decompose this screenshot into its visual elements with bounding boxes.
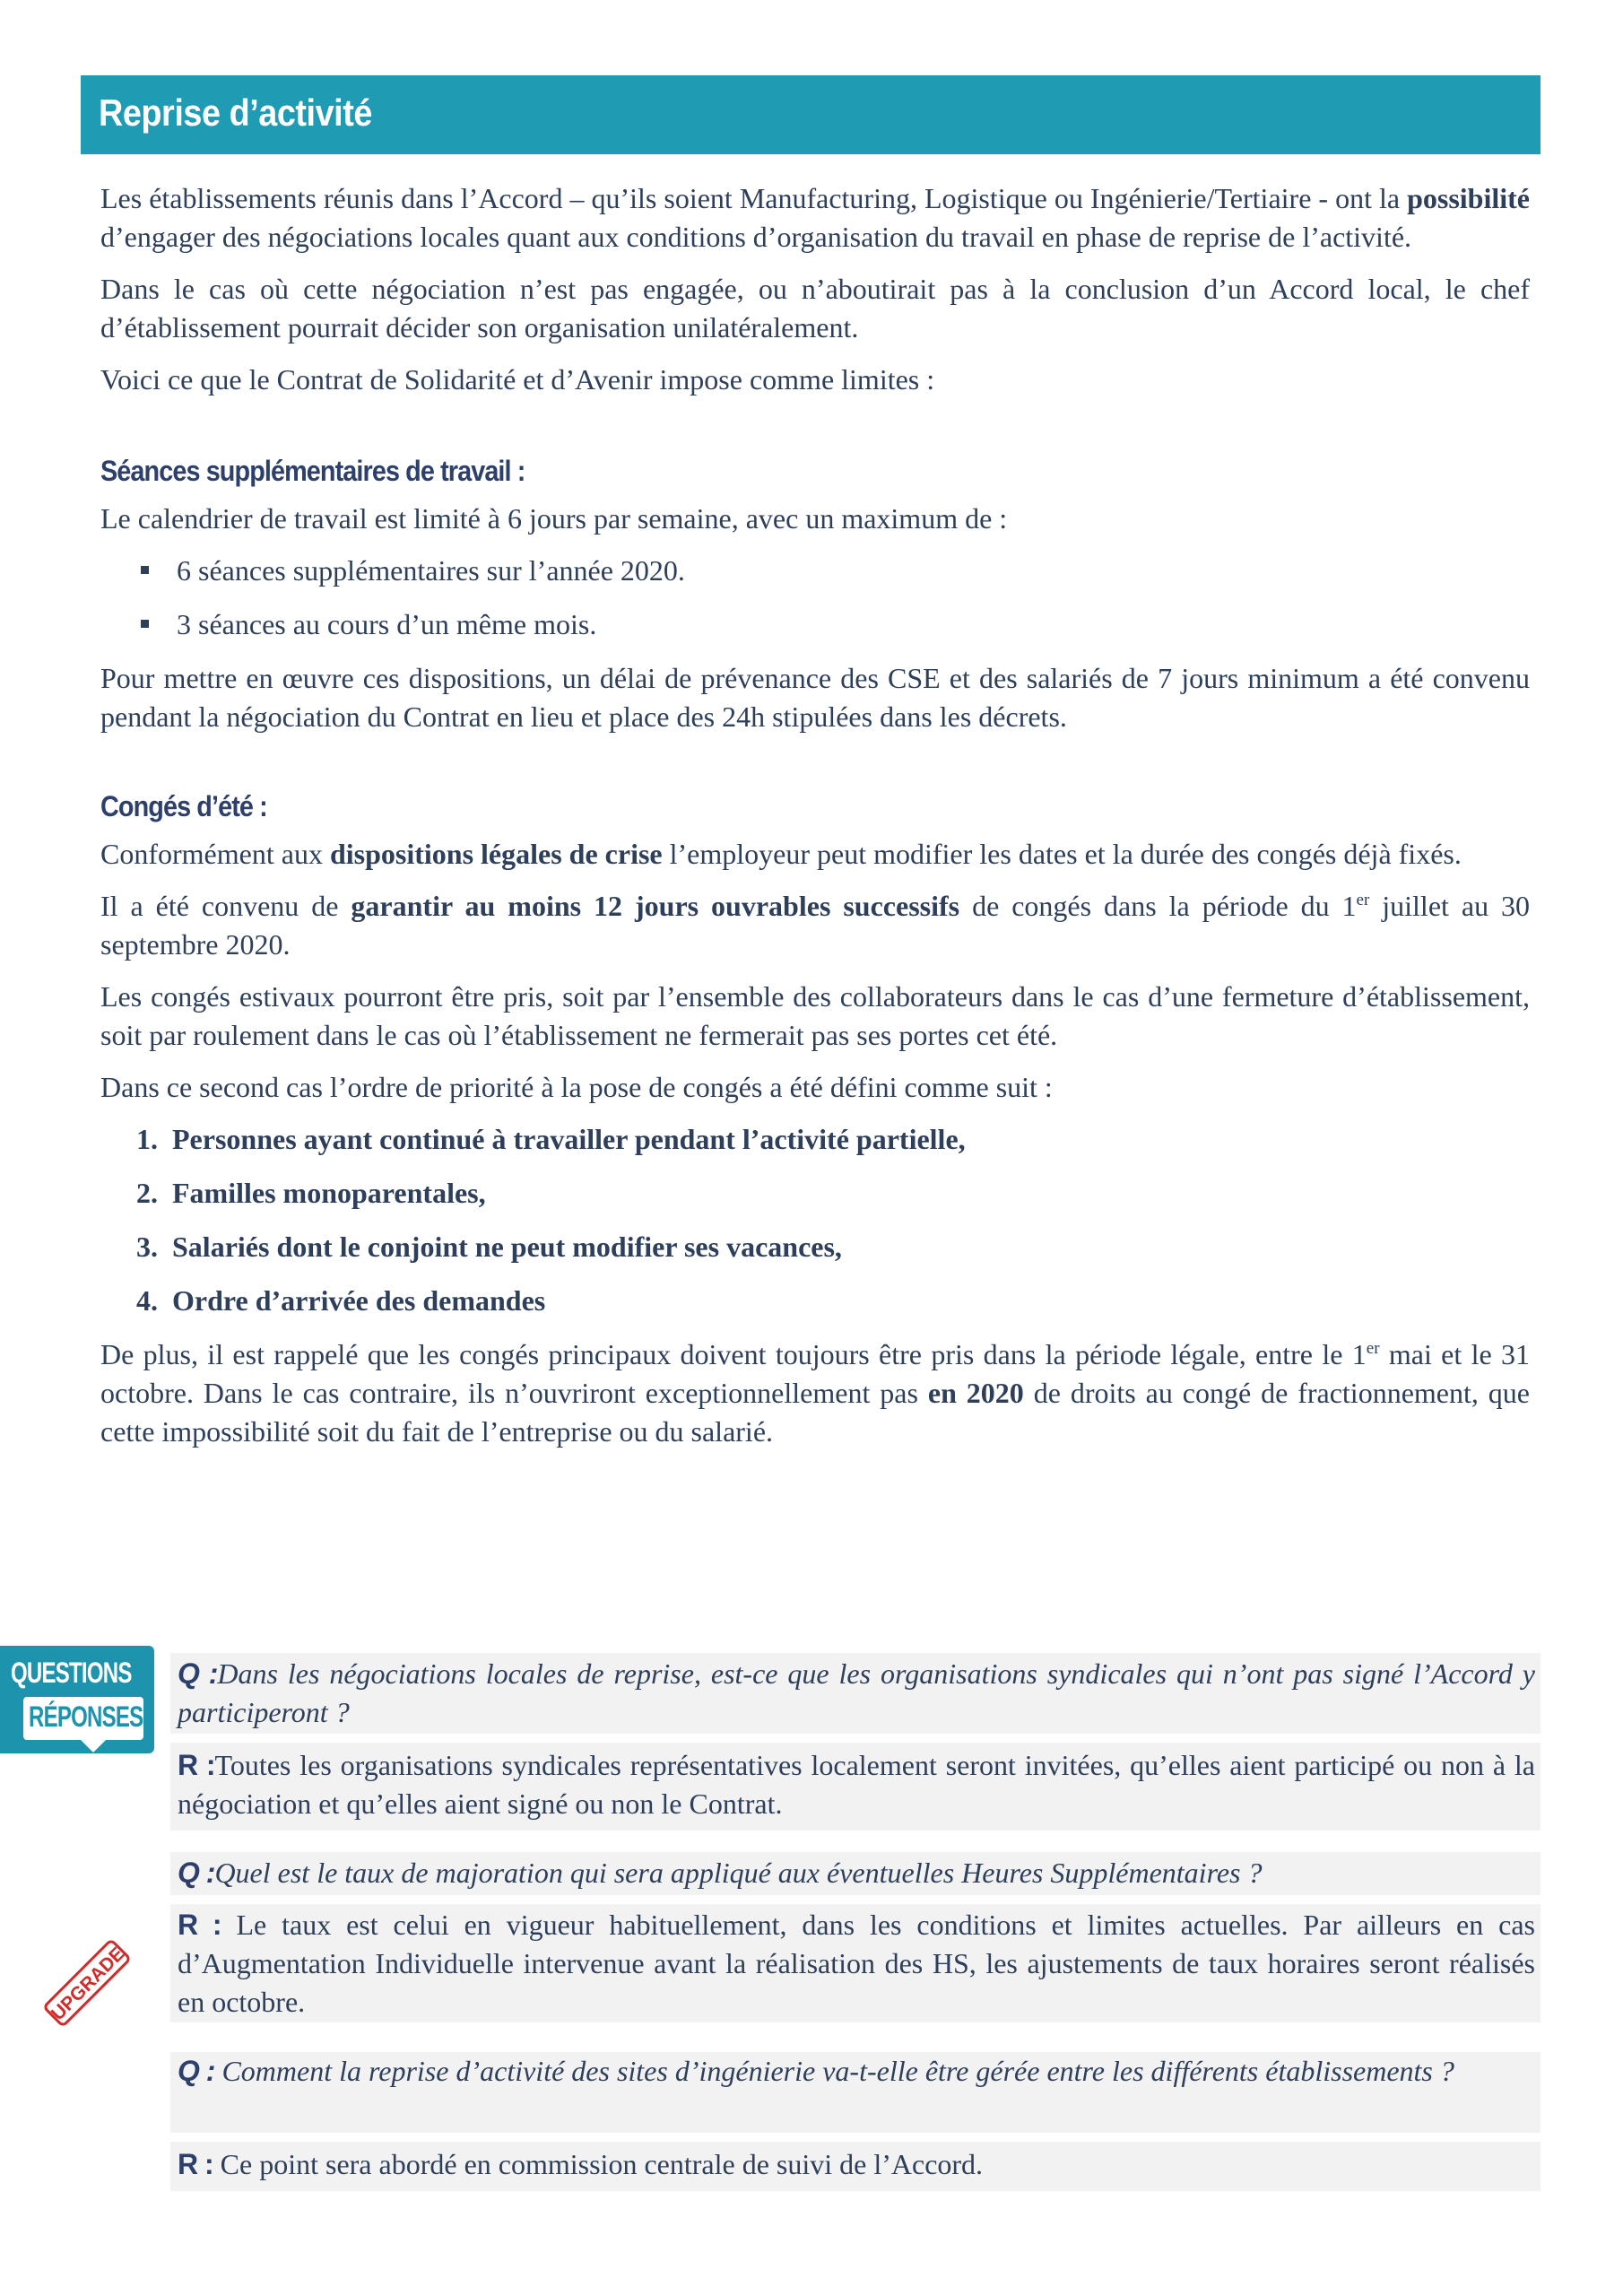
- qa-answer: R : Le taux est celui en vigueur habituellement, dans les conditions et limites actuelles. Par ailleurs en cas d’Augmentation Individuelle intervenue avant la réalisation des HS, les ajustements de taux horaires seront réalisés en octobre.: [178, 1909, 1536, 2018]
- intro-paragraph-1: Les établissements réunis dans l’Accord – qu’ils soient Manufacturing, Logistique ou Ingénierie/Tertiaire - ont la possibilité d’engager des négociations locales quant aux conditions d’organisation du travail en phase de reprise de l’activité.: [100, 182, 1530, 253]
- main-content: [100, 179, 1530, 1465]
- section-header-bar: [81, 75, 1541, 154]
- qa-block-3: [170, 2052, 1541, 2191]
- section-title-seances: Séances supplémentaires de travail :: [100, 455, 525, 487]
- logo-speech-bubble: [23, 1697, 143, 1740]
- qa-question: Q :Dans les négociations locales de reprise, est-ce que les organisations syndicales qui n’ont pas signé l’Accord y participeront ?: [178, 1657, 1536, 1728]
- questions-reponses-logo: [0, 1646, 154, 1753]
- qa-block-1: [170, 1653, 1541, 1831]
- list-item: 3 séances au cours d’un même mois.: [100, 605, 1530, 644]
- seances-bullet-list: [100, 552, 1530, 644]
- logo-reponses-text: RÉPONSES: [29, 1700, 143, 1733]
- list-item: 4. Ordre d’arrivée des demandes: [136, 1284, 546, 1317]
- list-item: 1. Personnes ayant continué à travailler pendant l’activité partielle,: [136, 1123, 966, 1155]
- qa-divider: [170, 1734, 1541, 1743]
- qa-divider: [170, 2133, 1541, 2142]
- intro-paragraph-2: Dans le cas où cette négociation n’est pas engagée, ou n’aboutirait pas à la conclusion d’un Accord local, le chef d’établissement pourrait décider son organisation unilatéralement.: [100, 273, 1530, 344]
- conges-paragraph-2: Il a été convenu de garantir au moins 12 jours ouvrables successifs de congés dans la période du 1er juillet au 30 septembre 2020.: [100, 890, 1531, 961]
- conges-paragraph-3: Les congés estivaux pourront être pris, soit par l’ensemble des collaborateurs dans le cas d’une fermeture d’établissement, soit par roulement dans le cas où l’établissement ne fermerait pas ses portes cet été.: [100, 980, 1530, 1051]
- qa-question: Q :Quel est le taux de majoration qui sera appliqué aux éventuelles Heures Supplémentaires ?: [178, 1857, 1263, 1889]
- qa-block-2: [170, 1852, 1541, 2022]
- speech-bubble-tail-icon: [81, 1740, 106, 1752]
- conges-paragraph-5: De plus, il est rappelé que les congés principaux doivent toujours être pris dans la période légale, entre le 1er mai et le 31 octobre. Dans le cas contraire, ils n’ouvriront exceptionnellement pas en 2020 de droits au congé de fractionnement, que cette impossibilité soit du fait de l’entreprise ou du salarié.: [100, 1338, 1531, 1448]
- page-title: Reprise d’activité: [99, 91, 372, 134]
- seances-closing: Pour mettre en œuvre ces dispositions, un délai de prévenance des CSE et des salariés de 7 jours minimum a été convenu pendant la négociation du Contrat en lieu et place des 24h stipulées dans les décrets.: [100, 662, 1530, 733]
- list-item: 2. Familles monoparentales,: [136, 1177, 486, 1209]
- upgrade-stamp-icon: [34, 1930, 140, 2036]
- qa-divider: [170, 1895, 1541, 1904]
- stamp-text: UPGRADE: [47, 1943, 129, 2025]
- list-item: 6 séances supplémentaires sur l’année 2020.: [100, 552, 1530, 590]
- seances-lead: Le calendrier de travail est limité à 6 jours par semaine, avec un maximum de :: [100, 502, 1008, 535]
- conges-paragraph-1: Conformément aux dispositions légales de crise l’employeur peut modifier les dates et la durée des congés déjà fixés.: [100, 838, 1462, 870]
- qa-question: Q : Comment la reprise d’activité des sites d’ingénierie va-t-elle être gérée entre les différents établissements ?: [178, 2055, 1454, 2087]
- intro-paragraph-3: Voici ce que le Contrat de Solidarité et d’Avenir impose comme limites :: [100, 363, 935, 396]
- priority-list: [100, 1120, 1530, 1320]
- section-title-conges: Congés d’été :: [100, 790, 267, 822]
- list-item: 3. Salariés dont le conjoint ne peut modifier ses vacances,: [136, 1231, 842, 1263]
- qa-answer: R :Toutes les organisations syndicales représentatives localement seront invitées, qu’elles aient participé ou non à la négociation et qu’elles aient signé ou non le Contrat.: [178, 1749, 1536, 1820]
- qa-answer: R : Ce point sera abordé en commission centrale de suivi de l’Accord.: [178, 2148, 984, 2180]
- logo-questions-text: QUESTIONS: [11, 1657, 132, 1689]
- conges-paragraph-4: Dans ce second cas l’ordre de priorité à la pose de congés a été défini comme suit :: [100, 1071, 1053, 1103]
